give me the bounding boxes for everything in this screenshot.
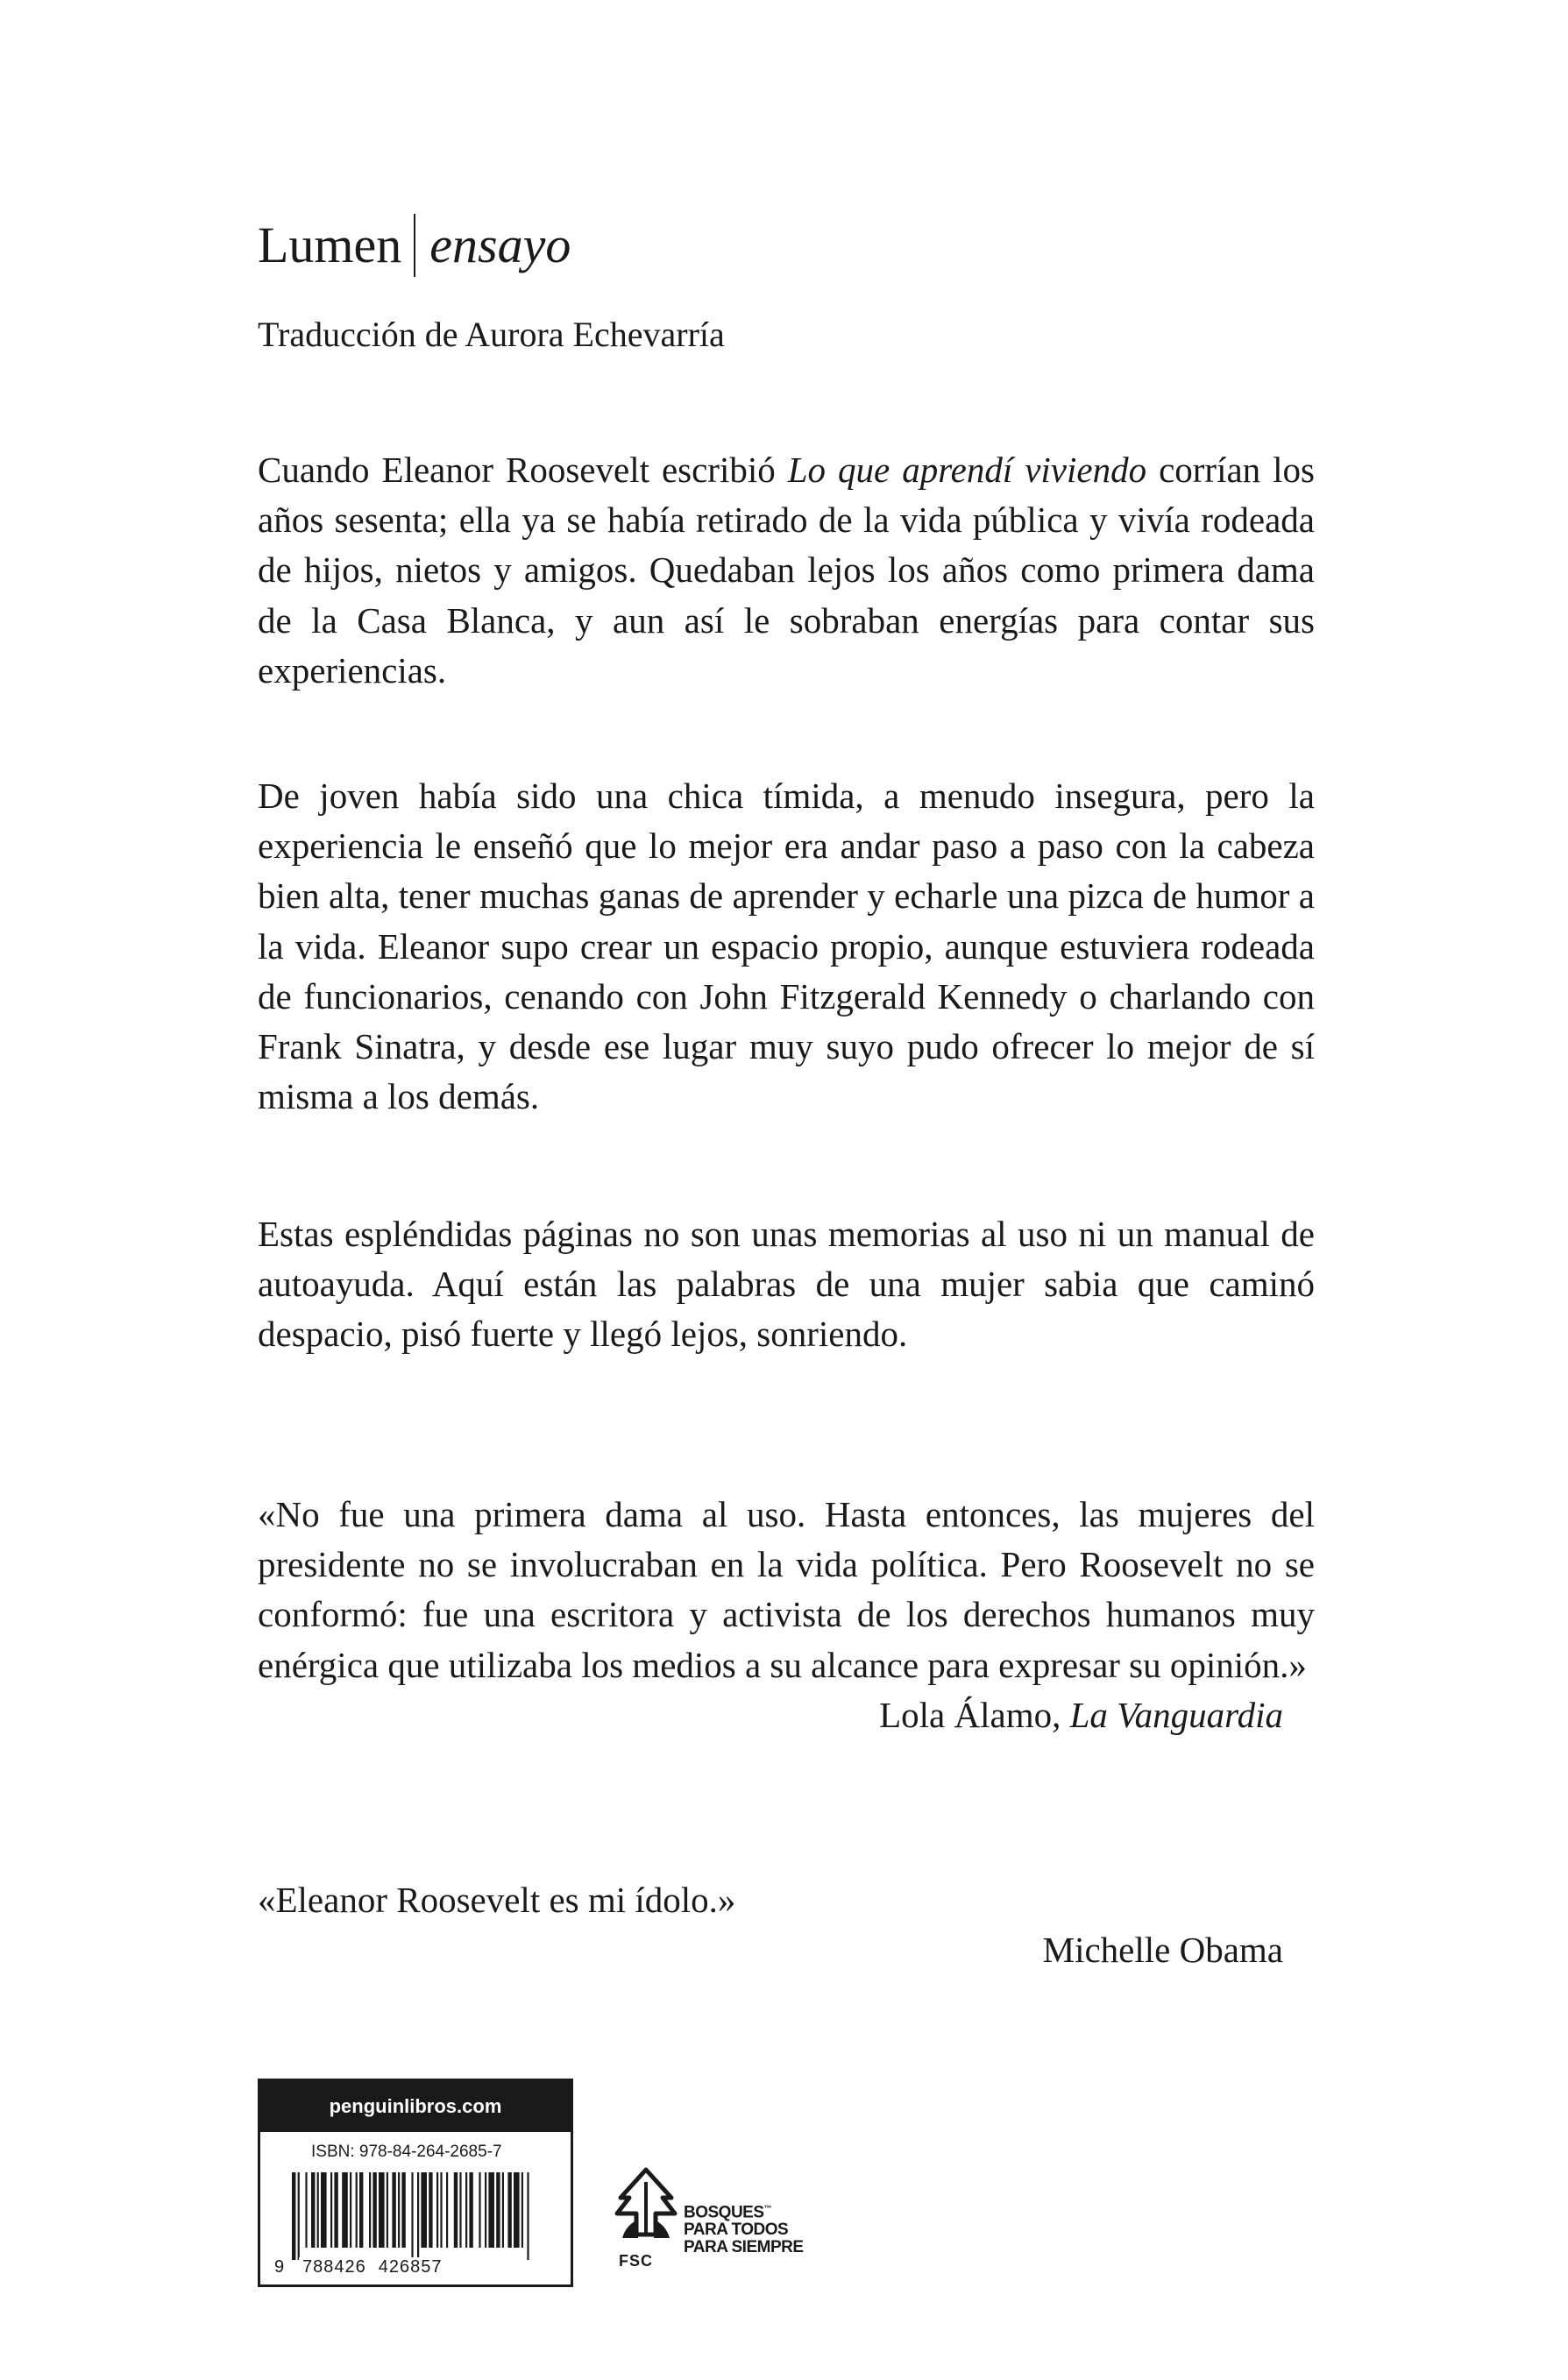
- isbn-label: ISBN: 978-84-264-2685-7: [311, 2143, 502, 2161]
- publisher-name: Lumen: [258, 216, 402, 273]
- quote-attribution: [258, 1925, 1315, 1975]
- barcode-bar: [485, 2172, 486, 2248]
- fsc-logo: [614, 2164, 841, 2270]
- barcode-bar: [417, 2172, 419, 2260]
- blurb-p1-rest: corrían los años sesenta; ella ya se había retirado de la vida pública y vivía rodeada de hijos, nietos y amigos. Quedaban lejos los años como primera dama de la Casa Blanca, y aun así le sobraban energías para contar sus experiencias.: [258, 450, 1315, 691]
- series-name: ensayo: [429, 216, 571, 273]
- barcode-bar: [392, 2172, 395, 2248]
- barcode-bar: [334, 2172, 337, 2248]
- barcode-lead-digit: 9: [274, 2257, 286, 2277]
- barcode-bar: [436, 2172, 438, 2248]
- barcode-bar: [379, 2172, 385, 2248]
- barcode-bar: [479, 2172, 480, 2248]
- barcode-bar: [521, 2172, 523, 2248]
- barcode-bar: [292, 2172, 295, 2260]
- barcode-bar: [350, 2172, 351, 2248]
- barcode-bar: [398, 2172, 400, 2248]
- barcode-left-digits: 788426: [299, 2257, 370, 2277]
- barcode-bar: [488, 2172, 494, 2248]
- translator-credit: Traducción de Aurora Echevarría: [258, 315, 725, 354]
- barcode-right-digits: 426857: [375, 2257, 446, 2277]
- barcode-bar: [465, 2172, 467, 2248]
- barcode-bar: [454, 2172, 458, 2248]
- quote-text: «Eleanor Roosevelt es mi ídolo.»: [258, 1880, 736, 1920]
- barcode-bar: [311, 2172, 315, 2248]
- barcode-bar: [411, 2172, 413, 2260]
- barcode-bar: [317, 2172, 319, 2248]
- fsc-tagline-line-1: BOSQUES: [684, 2203, 764, 2222]
- barcode-bar: [330, 2172, 332, 2248]
- barcode-bar: [469, 2172, 472, 2248]
- barcode-block: [258, 2079, 573, 2287]
- barcode-bar: [372, 2172, 376, 2248]
- barcode-bar: [401, 2172, 405, 2248]
- barcode-icon: [292, 2172, 546, 2260]
- barcode-bar: [387, 2172, 388, 2248]
- barcode-bar: [298, 2172, 300, 2260]
- barcode-bar: [440, 2172, 442, 2248]
- barcode-bar: [421, 2172, 427, 2248]
- quote-author: Lola Álamo,: [879, 1694, 1070, 1735]
- barcode-bar: [305, 2172, 307, 2248]
- barcode-bar: [369, 2172, 371, 2248]
- barcode-bar: [502, 2172, 504, 2248]
- fsc-tagline-line-3: PARA SIEMPRE: [684, 2238, 804, 2257]
- press-quote-1: [258, 1490, 1315, 1740]
- barcode-bar: [429, 2172, 432, 2248]
- barcode-bar: [527, 2172, 529, 2260]
- fsc-label: FSC: [619, 2252, 653, 2270]
- barcode-bar: [496, 2172, 500, 2248]
- website-label: penguinlibros.com: [260, 2081, 571, 2132]
- quote-text: «No fue una primera dama al uso. Hasta entonces, las mujeres del presidente no se involucraban en la vida política. Pero Roosevelt no se conformó: fue una escritora y activista de los derechos humanos muy enérgica que utilizaba los medios a su alcance para expresar su opinión.»: [258, 1494, 1315, 1685]
- barcode-bar: [359, 2172, 363, 2248]
- barcode-bar: [321, 2172, 327, 2248]
- blurb-paragraph-3: [258, 1209, 1315, 1360]
- barcode-digits: [274, 2257, 451, 2277]
- barcode-bar: [342, 2172, 348, 2248]
- quote-source: La Vanguardia: [1069, 1694, 1283, 1735]
- press-quote-2: [258, 1875, 1315, 1975]
- blurb-p3-text: Estas espléndidas páginas no son unas memorias al uso ni un manual de autoayuda. Aquí están las palabras de una mujer sabia que caminó despacio, pisó fuerte y llegó lejos, sonriendo.: [258, 1214, 1315, 1355]
- book-title: Lo que aprendí viviendo: [787, 450, 1147, 490]
- imprint-divider: [414, 214, 415, 277]
- fsc-trademark: ™: [763, 2204, 772, 2213]
- fsc-tree-icon: [614, 2164, 678, 2252]
- fsc-tagline: [684, 2199, 804, 2256]
- publisher-imprint: [258, 209, 571, 282]
- barcode-bar: [459, 2172, 461, 2248]
- quote-author: Michelle Obama: [1042, 1930, 1283, 1971]
- blurb-p1-lead: Cuando Eleanor Roosevelt escribió: [258, 450, 788, 490]
- barcode-bar: [356, 2172, 358, 2248]
- blurb-paragraph-2: [258, 771, 1315, 1122]
- barcode-bar: [507, 2172, 511, 2248]
- quote-attribution: [258, 1690, 1315, 1740]
- blurb-paragraph-1: [258, 445, 1315, 696]
- blurb-p2-text: De joven había sido una chica tímida, a menudo insegura, pero la experiencia le enseñó que lo mejor era andar paso a paso con la cabeza bien alta, tener muchas ganas de aprender y echarle una pizca de humor a la vida. Eleanor supo crear un espacio propio, aunque estuviera rodeada de funcionarios, cenando con John Fitzgerald Kennedy o charlando con Frank Sinatra, y desde ese lugar muy suyo pudo ofrecer lo mejor de sí misma a los demás.: [258, 776, 1315, 1117]
- barcode-bar: [446, 2172, 448, 2248]
- fsc-tagline-line-2: PARA TODOS: [684, 2221, 789, 2240]
- barcode-bar: [514, 2172, 520, 2248]
